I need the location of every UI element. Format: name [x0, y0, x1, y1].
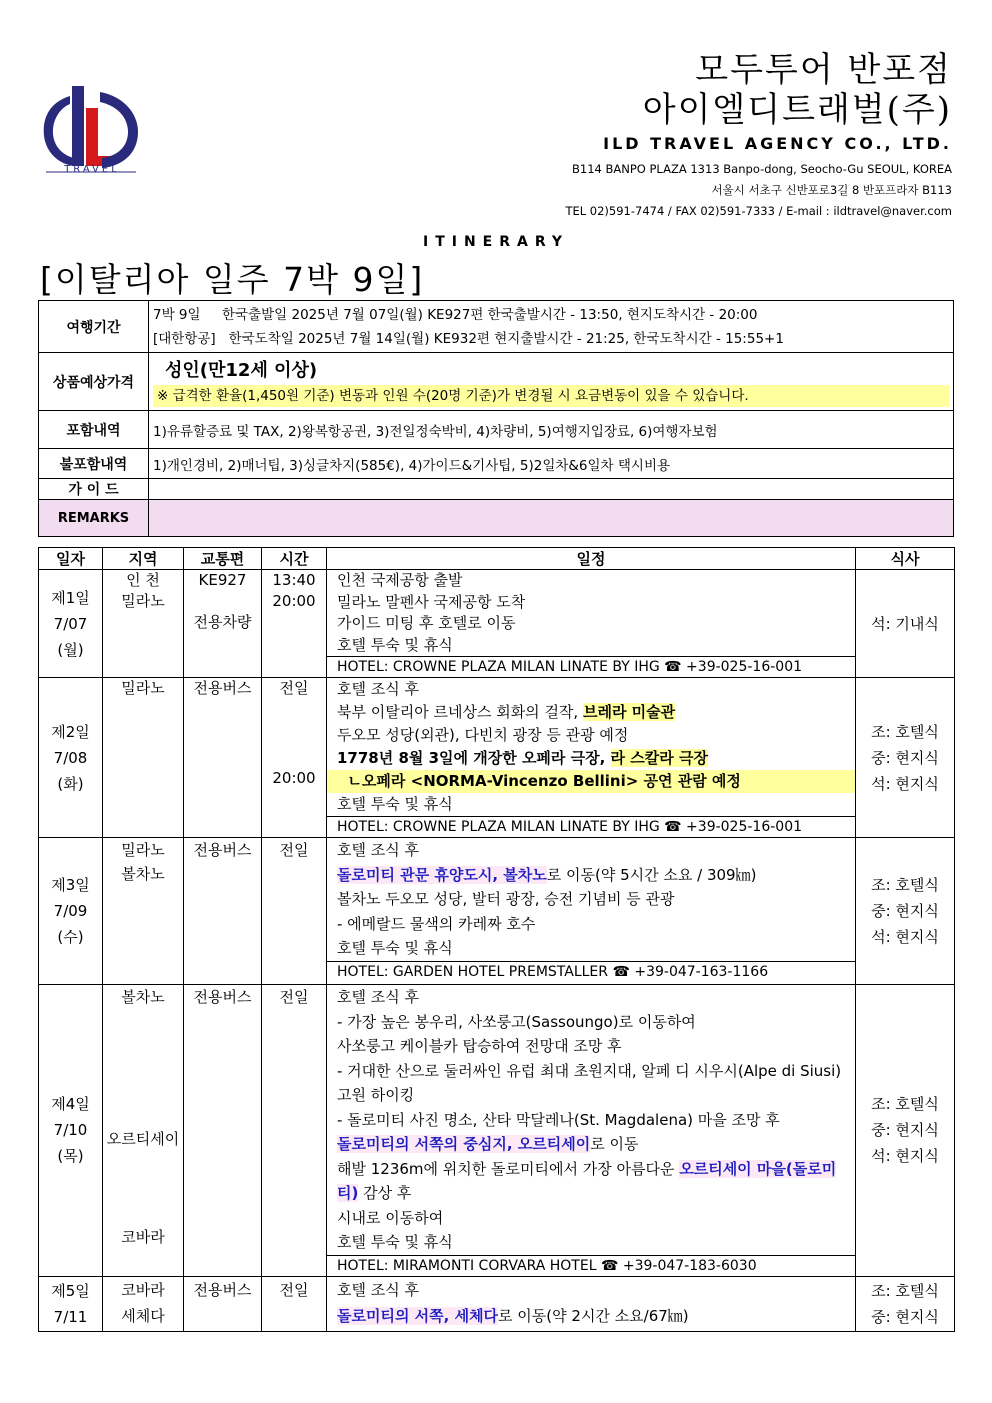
schedule-line: 가이드 미팅 후 호텔로 이동: [337, 614, 516, 632]
day-dow: (월): [57, 640, 84, 659]
region: 코바라: [121, 1280, 165, 1299]
hotel-info: HOTEL: MIRAMONTI CORVARA HOTEL ☎ +39-047-183-6030: [327, 1255, 855, 1276]
region: 코바라: [121, 1228, 165, 1246]
day-row-2: [39, 678, 955, 838]
remarks-value: [149, 500, 954, 537]
header-day: 일자: [39, 548, 103, 570]
highlight-ortisei: 돌로미티의 서쪽의 중심지, 오르티세이: [337, 1135, 591, 1153]
region: 인 천: [126, 571, 160, 589]
period-label: 여행기간: [39, 301, 149, 353]
time: 전일: [279, 679, 309, 697]
schedule-line: 호텔 투숙 및 휴식: [337, 795, 453, 813]
day-date: 7/09: [53, 902, 88, 920]
highlight-seceda: 돌로미티의 서쪽, 세체다: [337, 1306, 499, 1325]
company-name-en: ILD TRAVEL AGENCY CO., LTD.: [603, 134, 952, 153]
period-line-2: [대한항공] 한국도착일 2025년 7월 14일(월) KE932편 현지출발시간 - 21:25, 한국도착시간 - 15:55+1: [153, 330, 784, 347]
document-title: [이탈리아 일주 7박 9일]: [40, 260, 425, 299]
meal: 중: 현지식: [871, 1121, 939, 1140]
header-meal: 식사: [856, 548, 955, 570]
schedule-line: 두오모 성당(외관), 다빈치 광장 등 관광 예정: [337, 726, 629, 744]
include-value: 1)유류할증료 및 TAX, 2)왕복항공권, 3)전일정숙박비, 4)차량비, 5)여행지입장료, 6)여행자보험: [149, 411, 954, 449]
time: 전일: [279, 1280, 309, 1299]
schedule-line: 볼차노 두오모 성당, 발터 광장, 승전 기념비 등 관광: [337, 890, 675, 908]
schedule-line: - 에메랄드 물색의 카레짜 호수: [337, 914, 536, 933]
address-en: B114 BANPO PLAZA 1313 Banpo-dong, Seocho-Gu SEOUL, KOREA: [572, 162, 952, 176]
day-date: 7/10: [53, 1121, 88, 1140]
price-note: ※ 급격한 환율(1,450원 기준) 변동과 인원 수(20명 기준)가 변경될 시 요금변동이 있을 수 있습니다.: [153, 385, 949, 407]
remarks-label: REMARKS: [39, 500, 149, 537]
day-dow: (목): [57, 1147, 84, 1166]
header-time: 시간: [262, 548, 327, 570]
schedule-line: 사쏘룽고 케이블카 탑승하여 전망대 조망 후: [337, 1037, 622, 1055]
day-row-1: [39, 570, 955, 678]
day-label: 제3일: [51, 876, 90, 894]
time: 13:40: [272, 571, 316, 589]
day-date: 7/11: [53, 1307, 88, 1326]
transport: 전용버스: [193, 988, 252, 1006]
transport: [184, 591, 261, 612]
exclude-value: 1)개인경비, 2)매너팁, 3)싱글차지(585€), 4)가이드&기사팁, 5)2일차&6일차 택시비용: [149, 449, 954, 479]
schedule-line-opera: ㄴ오페라 <NORMA-Vincenzo Bellini> 공연 관람 예정: [327, 770, 855, 793]
schedule-line: 해발 1236m에 위치한 돌로미티에서 가장 아름다운 오르티세이 마을(돌로미티) 감상 후: [337, 1159, 837, 1202]
time: 20:00: [272, 769, 316, 787]
day-label: 제4일: [51, 1095, 90, 1114]
meal: 조: 호텔식: [871, 876, 939, 894]
transport: 전용버스: [193, 679, 252, 697]
logo-text: TRAVEL: [64, 164, 120, 175]
schedule-line: 인천 국제공항 출발: [337, 571, 463, 589]
transport: KE927: [198, 571, 247, 589]
highlight-la-scala: 라 스칼라 극장: [610, 749, 708, 767]
transport: 전용버스: [193, 1280, 252, 1299]
day-date: 7/08: [53, 748, 88, 767]
schedule-line: - 거대한 산으로 둘러싸인 유럽 최대 초원지대, 알페 디 시우시(Alpe di Siusi) 고원 하이킹: [337, 1061, 842, 1104]
day-dow: (수): [57, 928, 84, 946]
day-dow: (화): [57, 774, 84, 793]
meal: 중: 현지식: [871, 748, 939, 767]
region: 밀라노: [121, 841, 165, 859]
company-header: [565, 50, 952, 222]
schedule-line: 돌로미티의 서쪽의 중심지, 오르티세이로 이동: [337, 1135, 639, 1153]
company-name-kr-1: 모두투어 반포점: [695, 50, 952, 90]
schedule-line: 1778년 8월 3일에 개장한 오페라 극장, 라 스칼라 극장: [337, 749, 708, 767]
period-line-1: 7박 9일 한국출발일 2025년 7월 07일(월) KE927편 한국출발시간 - 13:50, 현지도착시간 - 20:00: [153, 306, 758, 323]
schedule-table: [38, 547, 955, 1332]
guide-label: 가 이 드: [39, 479, 149, 500]
schedule-line: 호텔 조식 후: [337, 841, 419, 859]
schedule-line: 밀라노 말펜사 국제공항 도착: [337, 592, 526, 611]
region: 오르티세이: [106, 1130, 180, 1148]
header-transport: 교통편: [184, 548, 262, 570]
meal: 중: 현지식: [871, 1307, 939, 1326]
contact-info: TEL 02)591-7474 / FAX 02)591-7333 / E-mail : ildtravel@naver.com: [565, 204, 952, 218]
schedule-line: 호텔 조식 후: [337, 988, 419, 1006]
schedule-line: 호텔 투숙 및 휴식: [337, 635, 453, 654]
hotel-info: HOTEL: CROWNE PLAZA MILAN LINATE BY IHG ☎ +39-025-16-001: [327, 816, 855, 837]
schedule-line: 북부 이탈리아 르네상스 회화의 걸작, 브레라 미술관: [337, 703, 676, 721]
transport: 전용차량: [193, 613, 252, 631]
guide-value: [149, 479, 954, 500]
hotel-info: HOTEL: CROWNE PLAZA MILAN LINATE BY IHG ☎ +39-025-16-001: [327, 656, 855, 677]
time: 20:00: [272, 592, 316, 610]
day-row-5: [39, 1276, 955, 1331]
region: 세체다: [121, 1306, 165, 1325]
highlight-ortisei-village: 오르티세이 마을(돌로미티): [337, 1159, 837, 1202]
time: 전일: [279, 841, 309, 859]
day-label: 제5일: [51, 1281, 90, 1300]
schedule-line: - 가장 높은 봉우리, 사쏘룽고(Sassoungo)로 이동하여: [337, 1012, 696, 1031]
day-label: 제1일: [51, 588, 90, 607]
header-region: 지역: [103, 548, 184, 570]
meal: 중: 현지식: [871, 902, 939, 920]
day-date: 7/07: [53, 614, 88, 633]
price-value: 성인(만12세 이상): [165, 359, 318, 381]
schedule-line: 호텔 조식 후: [337, 680, 419, 698]
schedule-line: 돌로미티의 서쪽, 세체다로 이동(약 2시간 소요/67㎞): [337, 1306, 689, 1325]
meal: 조: 호텔식: [871, 1095, 939, 1114]
meal: 석: 현지식: [871, 774, 939, 793]
company-name-kr-2: 아이엘디트래벌(주): [642, 90, 952, 130]
itinerary-label: ITINERARY: [422, 234, 569, 250]
transport: 전용버스: [193, 841, 252, 859]
highlight-bolzano: 돌로미티 관문 휴양도시, 볼차노: [337, 865, 547, 884]
day-label: 제2일: [51, 722, 90, 741]
hotel-info: HOTEL: GARDEN HOTEL PREMSTALLER ☎ +39-047-163-1166: [327, 961, 855, 982]
meal: 석: 기내식: [871, 614, 939, 633]
meal: 석: 현지식: [871, 928, 939, 946]
region: 밀라노: [121, 592, 165, 610]
ild-logo: [40, 78, 140, 180]
schedule-line: 호텔 투숙 및 휴식: [337, 1233, 453, 1251]
meal: 조: 호텔식: [871, 1281, 939, 1300]
schedule-line: 돌로미티 관문 휴양도시, 볼차노로 이동(약 5시간 소요 / 309㎞): [337, 865, 757, 884]
meal: 조: 호텔식: [871, 722, 939, 741]
region: 볼차노: [121, 988, 165, 1006]
include-label: 포함내역: [39, 411, 149, 449]
day-row-4: [39, 985, 955, 1277]
region: 밀라노: [121, 679, 165, 697]
time: 전일: [279, 988, 309, 1006]
schedule-line: - 돌로미티 사진 명소, 산타 막달레나(St. Magdalena) 마을 조망 후: [337, 1110, 780, 1129]
region: 볼차노: [121, 865, 165, 883]
highlight-brera: 브레라 미술관: [582, 703, 676, 721]
price-label: 상품예상가격: [39, 353, 149, 411]
schedule-line: 시내로 이동하여: [337, 1208, 444, 1227]
exclude-label: 불포함내역: [39, 449, 149, 479]
schedule-line: 호텔 투숙 및 휴식: [337, 939, 453, 957]
info-table: [38, 300, 954, 537]
day-row-3: [39, 838, 955, 985]
meal: 석: 현지식: [871, 1147, 939, 1166]
address-kr: 서울시 서초구 신반포로3길 8 반포프라자 B113: [711, 183, 952, 197]
header-schedule: 일정: [327, 548, 856, 570]
schedule-line: 호텔 조식 후: [337, 1280, 419, 1299]
